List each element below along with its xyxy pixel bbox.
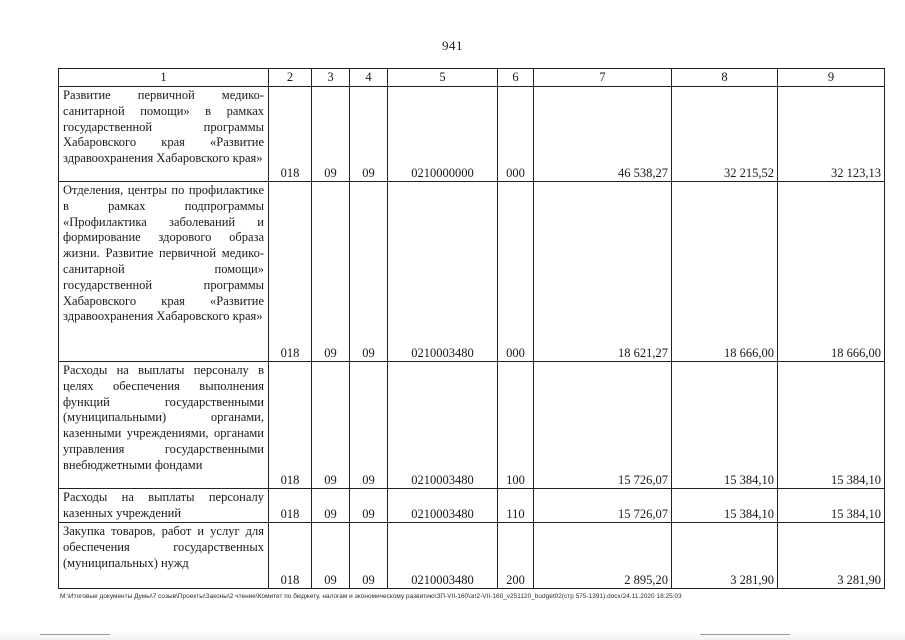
target-code: 0210000000 — [388, 87, 498, 182]
admin-code: 018 — [269, 87, 312, 182]
target-code: 0210003480 — [388, 489, 498, 523]
table-row — [59, 362, 885, 489]
header-cell: 9 — [778, 69, 885, 87]
table-row — [59, 523, 885, 589]
row-name: Отделения, центры по профилактике в рамках подпрограммы «Профилактика заболеваний и формирование здорового образа жизни. Развитие первичной медико-санитарной помощи» государственной программы Хабаровского края «Развитие здравоохранения Хабаровского края» — [59, 182, 269, 362]
header-cell: 1 — [59, 69, 269, 87]
header-cell: 2 — [269, 69, 312, 87]
subsection-code: 09 — [350, 87, 388, 182]
amount-col9: 15 384,10 — [778, 362, 885, 489]
section-code: 09 — [312, 523, 350, 589]
header-cell: 4 — [350, 69, 388, 87]
page-number: 941 — [442, 38, 463, 53]
row-name: Расходы на выплаты персоналу в целях обеспечения выполнения функций государственными (муниципальными) органами, казенными учреждениями, органами управления государственными внебюджетными фондами — [59, 362, 269, 489]
subsection-code: 09 — [350, 182, 388, 362]
header-cell: 5 — [388, 69, 498, 87]
footer-file-path: M:\Итоговые документы Думы\7 созыв\Проекты\Законы\2 чтение\Комитет по бюджету, налогам и экономическому развитию\ЗП-VII-160\зп2-VII-160_v251120_budget02(стр 575-1391).docx/24.11.2020 18:25:03 — [60, 593, 682, 600]
amount-col8: 15 384,10 — [672, 489, 778, 523]
scan-mark — [40, 634, 110, 635]
section-code: 09 — [312, 87, 350, 182]
amount-col8: 3 281,90 — [672, 523, 778, 589]
amount-col7: 2 895,20 — [534, 523, 672, 589]
amount-col7: 46 538,27 — [534, 87, 672, 182]
type-code: 110 — [498, 489, 534, 523]
amount-col8: 18 666,00 — [672, 182, 778, 362]
table-row — [59, 489, 885, 523]
header-row — [59, 69, 885, 87]
type-code: 000 — [498, 87, 534, 182]
table-row — [59, 182, 885, 362]
amount-col7: 15 726,07 — [534, 362, 672, 489]
section-code: 09 — [312, 489, 350, 523]
amount-col9: 15 384,10 — [778, 489, 885, 523]
amount-col9: 3 281,90 — [778, 523, 885, 589]
subsection-code: 09 — [350, 489, 388, 523]
type-code: 000 — [498, 182, 534, 362]
table-row — [59, 87, 885, 182]
amount-col9: 32 123,13 — [778, 87, 885, 182]
target-code: 0210003480 — [388, 362, 498, 489]
section-code: 09 — [312, 362, 350, 489]
scan-mark — [700, 634, 790, 635]
type-code: 100 — [498, 362, 534, 489]
header-cell: 3 — [312, 69, 350, 87]
section-code: 09 — [312, 182, 350, 362]
amount-col9: 18 666,00 — [778, 182, 885, 362]
header-cell: 6 — [498, 69, 534, 87]
amount-col7: 18 621,27 — [534, 182, 672, 362]
subsection-code: 09 — [350, 523, 388, 589]
row-name: Закупка товаров, работ и услуг для обеспечения государственных (муниципальных) нужд — [59, 523, 269, 589]
subsection-code: 09 — [350, 362, 388, 489]
header-cell: 7 — [534, 69, 672, 87]
target-code: 0210003480 — [388, 523, 498, 589]
row-name: Развитие первичной медико-санитарной помощи» в рамках государственной программы Хабаровского края «Развитие здравоохранения Хабаровского края» — [59, 87, 269, 182]
admin-code: 018 — [269, 362, 312, 489]
admin-code: 018 — [269, 182, 312, 362]
amount-col8: 32 215,52 — [672, 87, 778, 182]
admin-code: 018 — [269, 489, 312, 523]
amount-col8: 15 384,10 — [672, 362, 778, 489]
target-code: 0210003480 — [388, 182, 498, 362]
admin-code: 018 — [269, 523, 312, 589]
row-name: Расходы на выплаты персоналу казенных учреждений — [59, 489, 269, 523]
header-cell: 8 — [672, 69, 778, 87]
type-code: 200 — [498, 523, 534, 589]
amount-col7: 15 726,07 — [534, 489, 672, 523]
budget-table — [58, 68, 885, 589]
